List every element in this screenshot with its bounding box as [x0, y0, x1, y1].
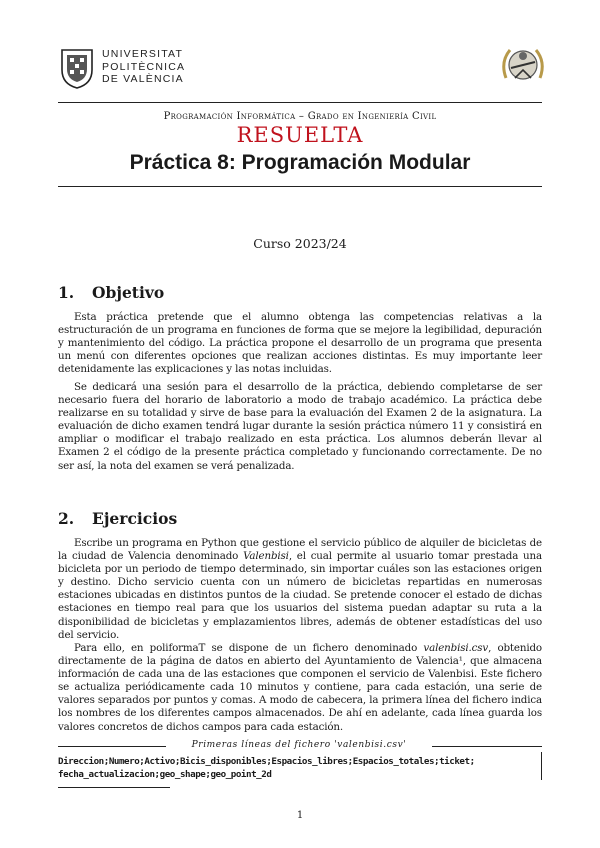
paragraph-emphasis: Valenbisi [243, 550, 289, 563]
university-line: POLITÈCNICA [102, 60, 186, 73]
section-heading-objetivo [58, 283, 164, 302]
paragraph-text: Escribe un programa en Python que gestione el servicio público de alquiler de bicicletas de la ciudad de Valencia denominado [58, 537, 542, 563]
school-seal-icon [498, 40, 548, 90]
section-number: 1. [58, 283, 75, 302]
code-box-border [541, 752, 542, 780]
course-line: Programación Informática – Grado en Ingeniería Civil [163, 111, 437, 122]
paragraph-text: , obtenido directamente de la página de datos en abierto del Ayuntamiento de Valencia¹, que almacena información de cada una de las estaciones que componen el servicio de Valenbisi. Este fichero se actualiza periódicamente cada 10 minutos y contiene, para cada estación, una serie de valores separados por puntos y comas. A modo de cabecera, la primera línea del fichero indica los nombres de los diferentes campos almacenados. De ahí en adelante, cada línea guarda los valores concretos de dichos campos para cada estación. [58, 642, 542, 733]
paragraph-emphasis: valenbisi.csv [423, 642, 489, 654]
paragraph [58, 642, 542, 734]
paragraph: Esta práctica pretende que el alumno obtenga las competencias relativas a la estructuración de un programa en funciones de forma que se mejore la legibilidad, depuración y mantenimiento del código. La práctica propone el desarrollo de un programa que presenta un menú con diferentes opciones que realizan acciones distintas. Es muy importante leer detenidamente las explicaciones y las notas incluidas. [58, 311, 542, 376]
upv-logo-icon [58, 46, 96, 90]
paragraph [58, 537, 542, 642]
caption-text: Primeras líneas del fichero 'valenbisi.csv' [191, 740, 407, 750]
university-line: UNIVERSITAT [102, 48, 184, 60]
code-line: Direccion;Numero;Activo;Bicis_disponibles;Espacios_libres;Espacios_totales;ticket; [58, 756, 475, 767]
header-rule-bottom [58, 186, 542, 187]
header-rule-top [58, 102, 542, 103]
page-number: 1 [296, 810, 304, 821]
page-title: Práctica 8: Programación Modular [129, 151, 471, 174]
paragraph-text: , el cual permite al usuario tomar prestada una bicicleta por un periodo de tiempo determinado, sin importar cuáles son las estaciones origen y destino. Dicho servicio cuenta con un número de bicicletas repartidas en numerosas estaciones ubicadas en distintos puntos de la ciudad. Se pretende conocer el estado de dichas estaciones en tiempo real para que los usuarios del sistema puedan adaptar su ruta a la disponibilidad de bicicletas y emplazamientos libres, además de obtener estadísticas del uso del servicio. [58, 550, 542, 641]
code-line: fecha_actualizacion;geo_shape;geo_point_2d [58, 769, 272, 780]
section-number: 2. [58, 509, 75, 528]
academic-year: Curso 2023/24 [253, 236, 347, 251]
paragraph: Se dedicará una sesión para el desarrollo de la práctica, debiendo completarse de ser necesario fuera del horario de laboratorio a modo de trabajo académico. La práctica debe realizarse en su totalidad y sirve de base para la evaluación del Examen 2 de la asignatura. La evaluación de dicho examen tendrá lugar durante la sesión práctica número 11 y consistirá en ampliar o modificar el trabajo realizado en esta práctica. Los alumnos deberán llevar al Examen 2 el código de la presente práctica completado y funcionando correctamente. De no ser así, la nota del examen se verá penalizada. [58, 381, 542, 472]
section-title: Ejercicios [92, 509, 178, 528]
code-rule-bottom [58, 787, 170, 788]
section-title: Objetivo [92, 283, 165, 302]
university-line: DE VALÈNCIA [102, 73, 184, 85]
university-name [102, 48, 185, 86]
resuelta-label: RESUELTA [236, 123, 364, 147]
code-listing [58, 746, 542, 782]
paragraph-text: Para ello, en poliformaT se dispone de un fichero denominado [74, 642, 424, 654]
section-heading-ejercicios [58, 509, 177, 528]
